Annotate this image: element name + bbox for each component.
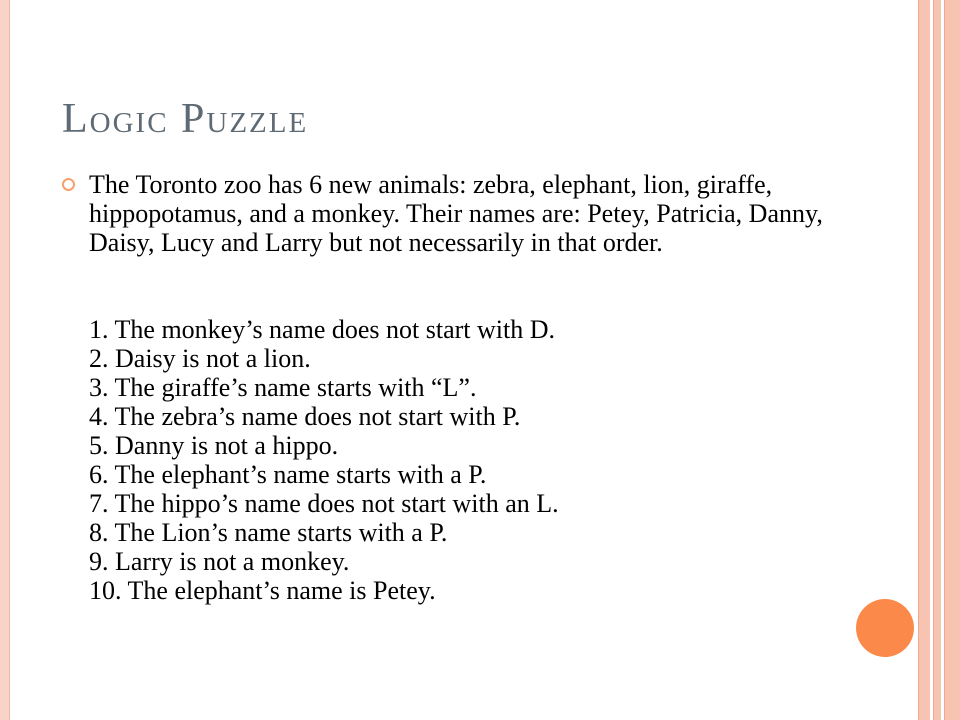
clue-list xyxy=(89,315,849,605)
right-decorative-stripes xyxy=(918,0,960,720)
list-item: 2. Daisy is not a lion. xyxy=(89,344,311,373)
intro-paragraph: The Toronto zoo has 6 new animals: zebra, elephant, lion, giraffe, hippopotamus, and a monkey. Their names are: Petey, Patricia, Danny, Daisy, Lucy and Larry but not necessarily in that order. xyxy=(89,170,823,257)
bullet-icon xyxy=(62,178,75,191)
list-item: 3. The giraffe’s name starts with “L”. xyxy=(89,373,477,402)
list-item: 6. The elephant’s name starts with a P. xyxy=(89,460,487,489)
slide-body xyxy=(89,170,849,605)
stripe xyxy=(933,0,941,720)
list-item: 7. The hippo’s name does not start with an L. xyxy=(89,489,559,518)
list-item: 10. The elephant’s name is Petey. xyxy=(89,576,436,605)
list-item: 1. The monkey’s name does not start with D. xyxy=(89,315,556,344)
stripe xyxy=(918,0,930,720)
list-item: 8. The Lion’s name starts with a P. xyxy=(89,518,448,547)
decorative-circle-icon xyxy=(856,599,914,657)
left-border-bar xyxy=(0,0,10,720)
list-item: 5. Danny is not a hippo. xyxy=(89,431,339,460)
list-item: 9. Larry is not a monkey. xyxy=(89,547,350,576)
stripe xyxy=(944,0,960,720)
slide-title: Logic Puzzle xyxy=(62,96,309,142)
list-item: 4. The zebra’s name does not start with P. xyxy=(89,402,521,431)
